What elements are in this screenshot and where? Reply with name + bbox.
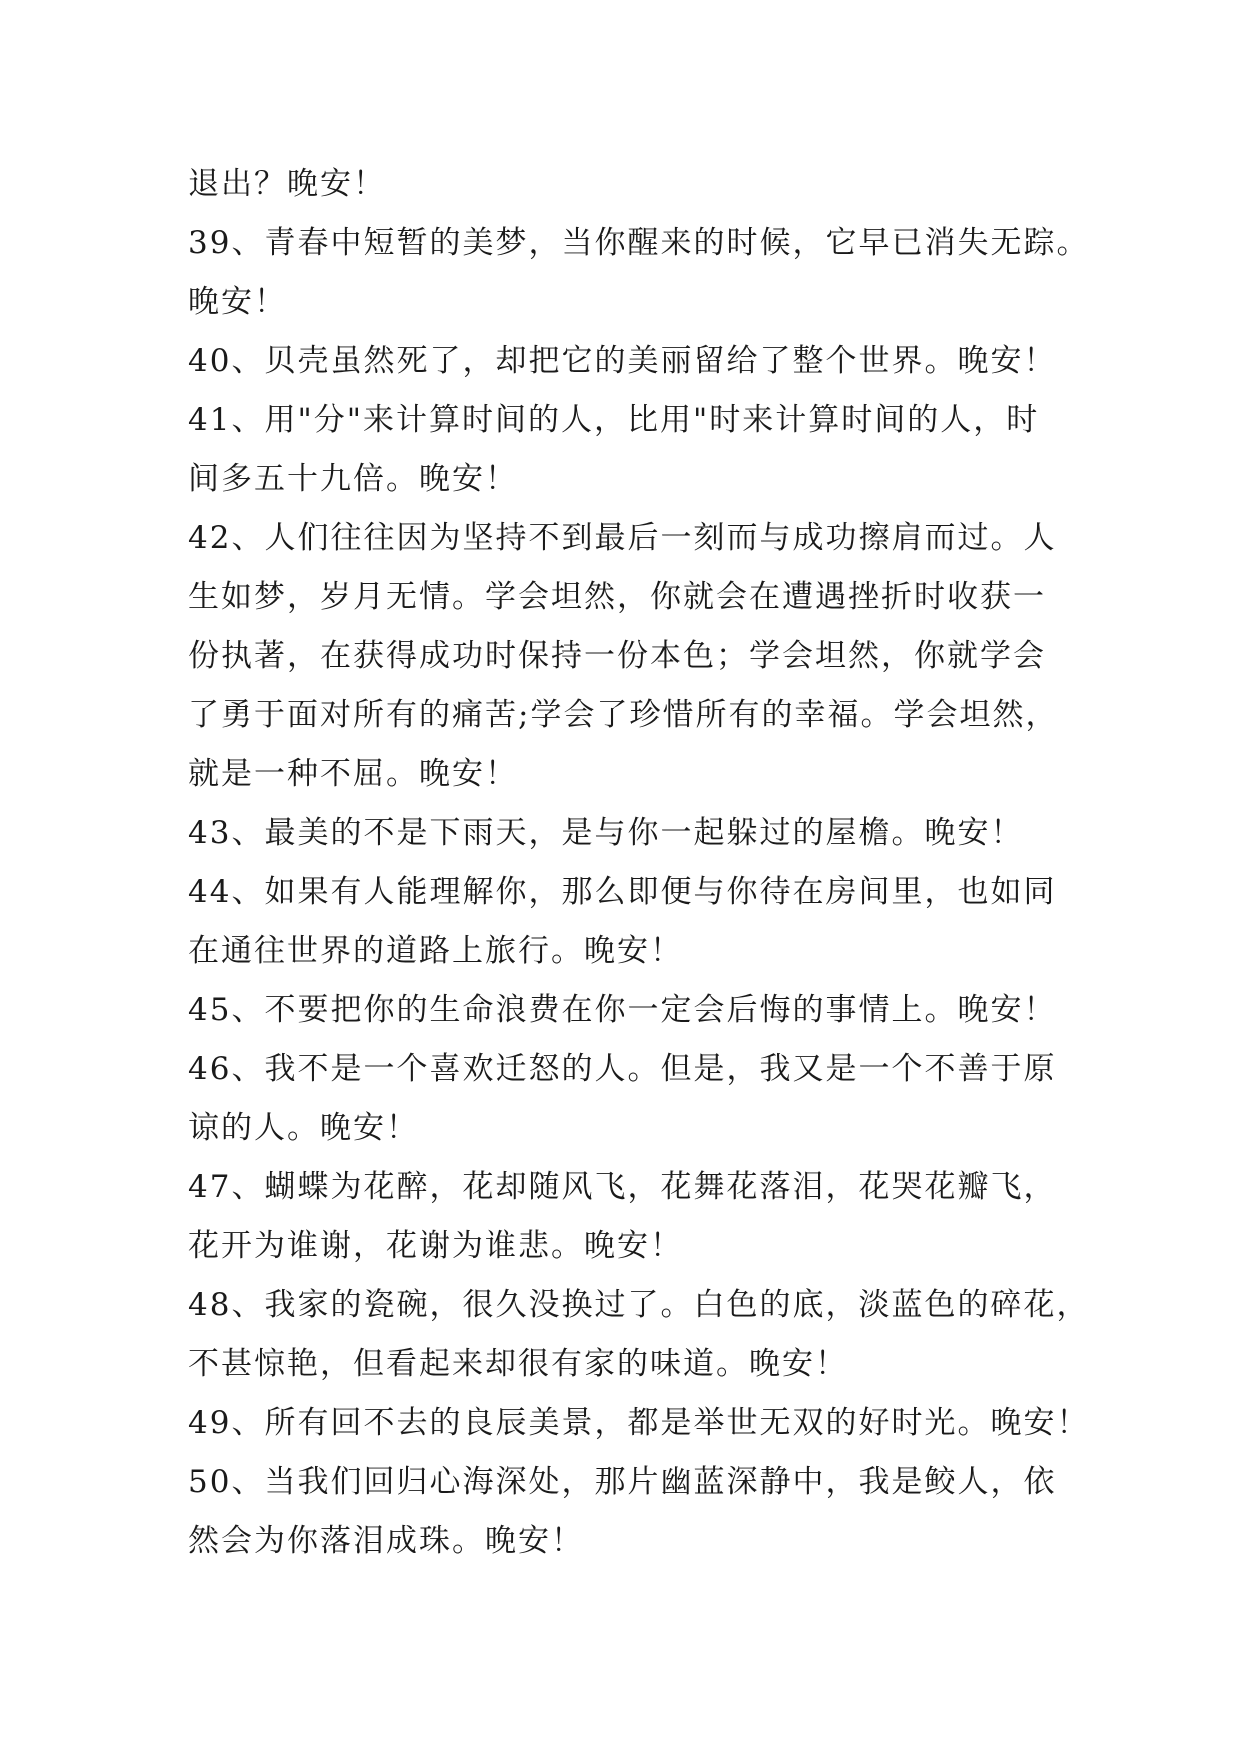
text-line: 45、不要把你的生命浪费在你一定会后悔的事情上。晚安！	[188, 992, 1057, 1028]
text-line: 谅的人。晚安！	[188, 1110, 419, 1146]
text-line: 43、最美的不是下雨天，是与你一起躲过的屋檐。晚安！	[188, 815, 1024, 851]
text-line: 46、我不是一个喜欢迁怒的人。但是，我又是一个不善于原	[188, 1051, 1057, 1087]
text-line: 了勇于面对所有的痛苦;学会了珍惜所有的幸福。学会坦然，	[188, 697, 1059, 733]
text-line: 在通往世界的道路上旅行。晚安！	[188, 933, 683, 969]
document-body	[188, 155, 1090, 1571]
text-line: 48、我家的瓷碗，很久没换过了。白色的底，淡蓝色的碎花，	[188, 1287, 1090, 1323]
text-line: 40、贝壳虽然死了，却把它的美丽留给了整个世界。晚安！	[188, 343, 1057, 379]
text-line: 不甚惊艳，但看起来却很有家的味道。晚安！	[188, 1346, 848, 1382]
text-line: 生如梦，岁月无情。学会坦然，你就会在遭遇挫折时收获一	[188, 579, 1046, 615]
text-line: 42、人们往往因为坚持不到最后一刻而与成功擦肩而过。人	[188, 520, 1057, 556]
text-line: 就是一种不屈。晚安！	[188, 756, 518, 792]
text-line: 然会为你落泪成珠。晚安！	[188, 1523, 584, 1559]
text-line: 41、用"分"来计算时间的人，比用"时来计算时间的人，时	[188, 402, 1040, 438]
text-line: 49、所有回不去的良辰美景，都是举世无双的好时光。晚安！	[188, 1405, 1090, 1441]
text-line: 44、如果有人能理解你，那么即便与你待在房间里，也如同	[188, 874, 1057, 910]
text-line: 39、青春中短暂的美梦，当你醒来的时候，它早已消失无踪。	[188, 225, 1090, 261]
text-line: 47、蝴蝶为花醉，花却随风飞，花舞花落泪，花哭花瓣飞，	[188, 1169, 1057, 1205]
text-line: 花开为谁谢，花谢为谁悲。晚安！	[188, 1228, 683, 1264]
text-line: 晚安！	[188, 284, 287, 320]
text-line: 份执著，在获得成功时保持一份本色；学会坦然，你就学会	[188, 638, 1046, 674]
text-line: 退出？晚安！	[188, 166, 386, 202]
text-line: 间多五十九倍。晚安！	[188, 461, 518, 497]
text-line: 50、当我们回归心海深处，那片幽蓝深静中，我是鲛人，依	[188, 1464, 1057, 1500]
